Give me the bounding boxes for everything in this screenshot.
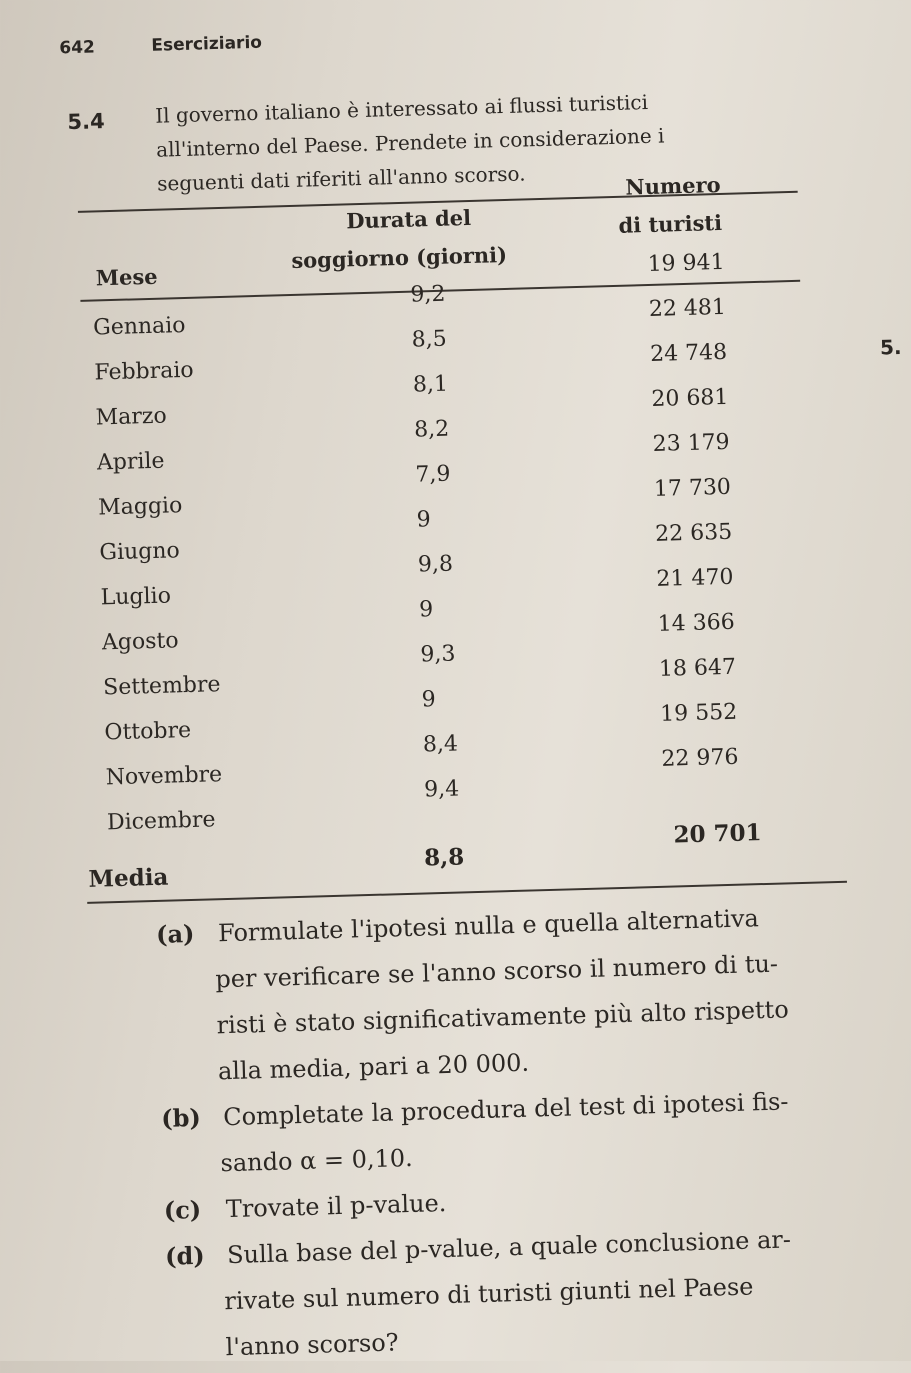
question-line: risti è stato significativamente più alto rispetto [216,995,790,1040]
header-tourists-line1: Numero [625,171,721,200]
exercise-number: 5.4 [67,109,105,135]
intro-line-2: all'interno del Paese. Prendete in considerazione i [155,123,665,162]
question-line: l'anno scorso? [225,1328,399,1362]
cell-tourists: 23 179 [652,429,730,457]
cell-duration: 8,2 [413,416,450,443]
cell-duration: 9,3 [420,641,456,668]
cell-month: Agosto [101,628,179,656]
question-line: Trovate il p-value. [225,1189,447,1224]
question-line: Formulate l'ipotesi nulla e quella alternativa [217,904,760,948]
question-label-wrap [161,1097,202,1140]
cell-tourists: 14 366 [657,609,735,637]
cell-duration: 9,2 [410,281,446,308]
cell-duration: 8,5 [411,326,447,353]
cell-tourists: 21 470 [656,564,734,592]
cell-month: Giugno [99,538,181,566]
question-label: (b) [160,1102,202,1133]
cell-month: Dicembre [106,807,216,836]
cell-month: Novembre [105,762,223,791]
cell-tourists: 22 481 [648,294,727,322]
cell-duration: 9,8 [417,551,454,578]
question-label: (c) [163,1194,202,1225]
question-label: (a) [155,918,195,949]
intro-line-1: Il governo italiano è interessato ai flussi turistici [154,89,649,128]
cell-duration: 9 [418,597,434,623]
cell-tourists: 24 748 [649,339,728,367]
cell-month: Gennaio [92,312,186,341]
header-duration-line1: Durata del [345,204,472,234]
header-tourists-line2: di turisti [618,209,723,238]
question-line: alla media, pari a 20 000. [217,1048,530,1086]
question-line: per verificare se l'anno scorso il numero di tu- [215,949,779,994]
cell-month: Settembre [102,672,221,701]
page-number: 642 [59,37,96,59]
question-label: (d) [164,1240,206,1271]
intro-line-3: seguenti dati riferiti all'anno scorso. [156,161,526,196]
cell-month: Luglio [100,583,172,611]
cell-month: Febbraio [94,357,194,386]
cell-duration: 7,9 [415,461,451,488]
side-exercise-number: 5. [879,334,902,360]
cell-month: Ottobre [104,717,192,746]
question-line: Sulla base del p-value, a quale conclusione ar- [226,1225,792,1270]
question-label-wrap [156,913,195,956]
question-line: rivate sul numero di turisti giunti nel Paese [224,1272,754,1316]
question-line: Completate la procedura del test di ipotesi fis- [222,1087,789,1132]
question-label-wrap [165,1235,206,1278]
cell-tourists: 22 976 [661,744,739,772]
section-title: Eserciziario [151,32,263,56]
cell-tourists: 19 552 [659,699,738,727]
question-line: sando α = 0,10. [220,1143,414,1178]
cell-tourists: 20 681 [651,384,729,412]
summary-tourists: 20 701 [673,819,762,849]
cell-month: Marzo [95,403,168,431]
header-duration-line2: soggiorno (giorni) [291,241,508,273]
cell-duration: 8,4 [422,731,459,758]
cell-tourists: 18 647 [658,654,737,682]
cell-tourists: 19 941 [647,249,725,278]
summary-label: Media [88,863,169,893]
cell-duration: 9,4 [423,776,460,803]
cell-duration: 9 [421,687,437,713]
cell-tourists: 17 730 [653,474,732,502]
summary-duration: 8,8 [423,843,465,872]
cell-duration: 9 [416,507,432,533]
header-month: Mese [95,263,158,291]
cell-month: Maggio [97,493,183,521]
cell-duration: 8,1 [412,371,449,398]
question-label-wrap [163,1189,201,1232]
cell-tourists: 22 635 [654,519,733,547]
cell-month: Aprile [96,448,165,476]
